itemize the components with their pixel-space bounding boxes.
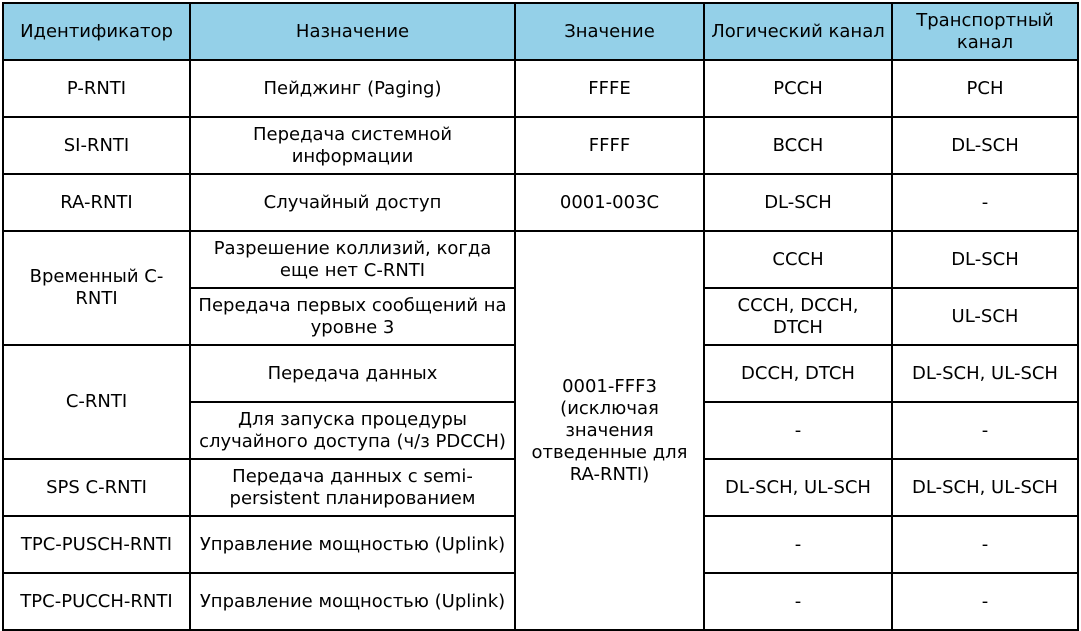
- cell-transport: DL-SCH: [892, 117, 1078, 174]
- cell-id: SPS C-RNTI: [3, 459, 190, 516]
- cell-id: TPC-PUSCH-RNTI: [3, 516, 190, 573]
- header-value: Значение: [515, 3, 704, 60]
- header-id: Идентификатор: [3, 3, 190, 60]
- header-logical-channel: Логический канал: [704, 3, 892, 60]
- header-transport-channel: Транспортный канал: [892, 3, 1078, 60]
- cell-id: RA-RNTI: [3, 174, 190, 231]
- cell-id: C-RNTI: [3, 345, 190, 459]
- cell-transport: -: [892, 174, 1078, 231]
- cell-logical: PCCH: [704, 60, 892, 117]
- cell-value: 0001-003C: [515, 174, 704, 231]
- cell-purpose: Для запуска процедуры случайного доступа (ч/з PDCCH): [190, 402, 515, 459]
- cell-id: TPC-PUCCH-RNTI: [3, 573, 190, 630]
- cell-logical: BCCH: [704, 117, 892, 174]
- cell-logical: -: [704, 516, 892, 573]
- cell-transport: -: [892, 516, 1078, 573]
- cell-transport: UL-SCH: [892, 288, 1078, 345]
- cell-purpose: Передача данных: [190, 345, 515, 402]
- cell-logical: CCCH: [704, 231, 892, 288]
- rnti-table: [2, 2, 1079, 631]
- cell-purpose: Передача первых сообщений на уровне 3: [190, 288, 515, 345]
- header-purpose: Назначение: [190, 3, 515, 60]
- cell-purpose: Случайный доступ: [190, 174, 515, 231]
- cell-id: Временный C-RNTI: [3, 231, 190, 345]
- cell-purpose: Пейджинг (Paging): [190, 60, 515, 117]
- cell-logical: DCCH, DTCH: [704, 345, 892, 402]
- cell-purpose: Управление мощностью (Uplink): [190, 516, 515, 573]
- cell-value: FFFE: [515, 60, 704, 117]
- cell-transport: -: [892, 402, 1078, 459]
- cell-value: FFFF: [515, 117, 704, 174]
- cell-purpose: Передача системной информации: [190, 117, 515, 174]
- cell-logical: -: [704, 402, 892, 459]
- cell-logical: DL-SCH: [704, 174, 892, 231]
- cell-transport: DL-SCH, UL-SCH: [892, 345, 1078, 402]
- cell-logical: -: [704, 573, 892, 630]
- cell-transport: DL-SCH, UL-SCH: [892, 459, 1078, 516]
- table-row: [3, 60, 1078, 117]
- cell-id: P-RNTI: [3, 60, 190, 117]
- cell-id: SI-RNTI: [3, 117, 190, 174]
- cell-logical: DL-SCH, UL-SCH: [704, 459, 892, 516]
- cell-value-shared: 0001-FFF3 (исключая значения отведенные для RA-RNTI): [515, 231, 704, 630]
- table-row: [3, 117, 1078, 174]
- cell-transport: -: [892, 573, 1078, 630]
- cell-purpose: Управление мощностью (Uplink): [190, 573, 515, 630]
- cell-transport: DL-SCH: [892, 231, 1078, 288]
- cell-purpose: Разрешение коллизий, когда еще нет C-RNTI: [190, 231, 515, 288]
- cell-transport: PCH: [892, 60, 1078, 117]
- header-row: [3, 3, 1078, 60]
- table-row: [3, 231, 1078, 288]
- cell-purpose: Передача данных с semi-persistent планированием: [190, 459, 515, 516]
- cell-logical: CCCH, DCCH, DTCH: [704, 288, 892, 345]
- table-row: [3, 174, 1078, 231]
